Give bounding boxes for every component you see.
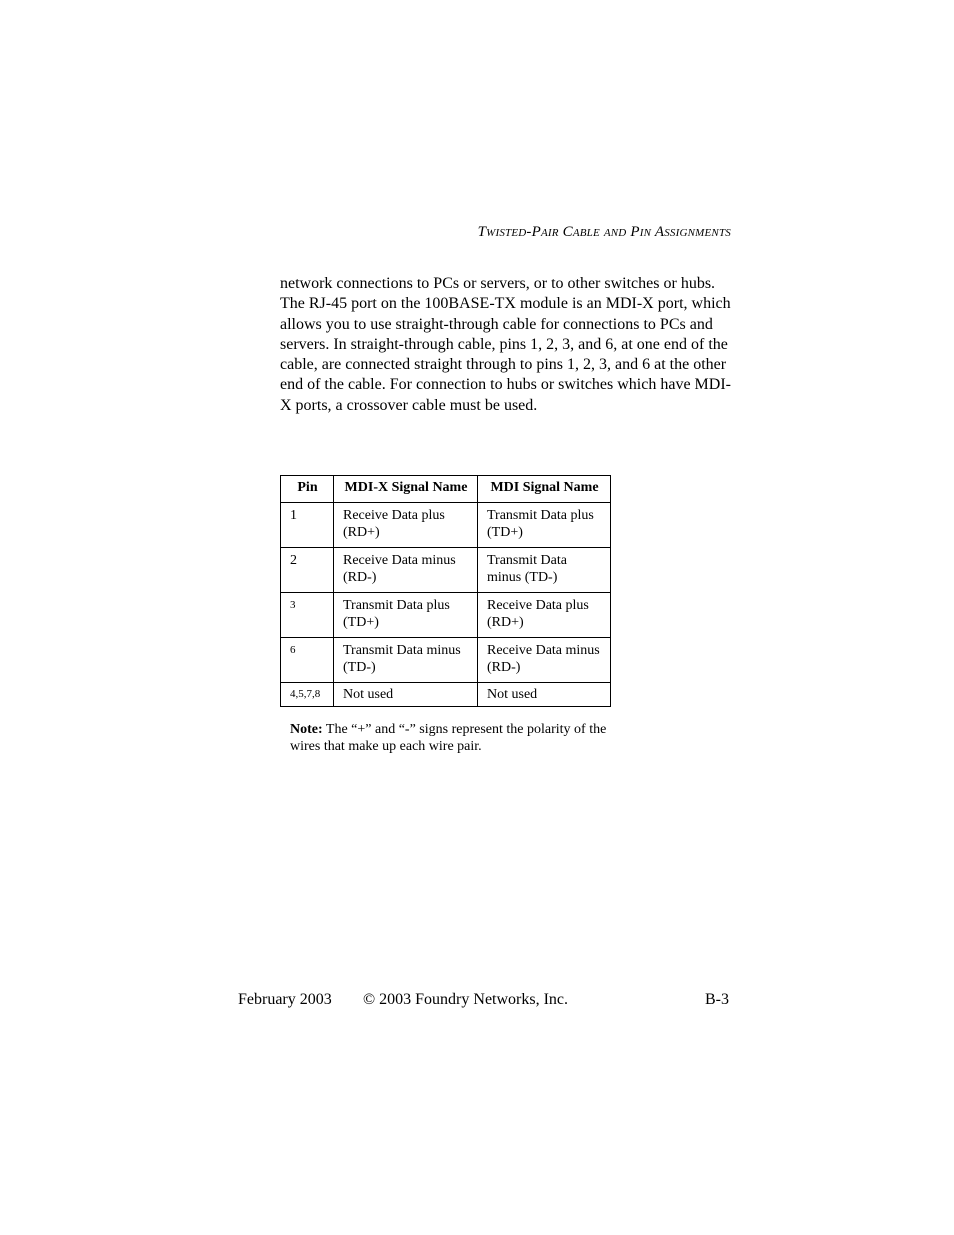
mdix-signal-cell: Receive Data plus (RD+) xyxy=(334,503,478,548)
pin-assignment-table xyxy=(280,475,611,707)
table-row xyxy=(281,593,611,638)
mdix-signal-cell: Receive Data minus (RD-) xyxy=(334,548,478,593)
mdi-signal-cell: Receive Data plus (RD+) xyxy=(478,593,611,638)
mdi-signal-cell: Transmit Data minus (TD-) xyxy=(478,548,611,593)
footer-page-number: B-3 xyxy=(705,991,729,1008)
mdi-signal-cell: Receive Data minus (RD-) xyxy=(478,638,611,683)
pin-cell: 3 xyxy=(281,593,334,638)
pin-cell: 4,5,7,8 xyxy=(281,683,334,707)
mdix-signal-cell: Transmit Data minus (TD-) xyxy=(334,638,478,683)
note-label: Note: xyxy=(290,722,323,737)
note-text: The “+” and “-” signs represent the polarity of the wires that make up each wire pair. xyxy=(290,722,607,754)
table-header-row xyxy=(281,476,611,503)
header-pin: Pin xyxy=(281,476,334,503)
mdi-signal-cell: Transmit Data plus (TD+) xyxy=(478,503,611,548)
mdix-signal-cell: Not used xyxy=(334,683,478,707)
pin-cell: 2 xyxy=(281,548,334,593)
pin-cell: 6 xyxy=(281,638,334,683)
table-note xyxy=(290,721,620,755)
mdix-signal-cell: Transmit Data plus (TD+) xyxy=(334,593,478,638)
pin-cell: 1 xyxy=(281,503,334,548)
mdi-signal-cell: Not used xyxy=(478,683,611,707)
footer-copyright: © 2003 Foundry Networks, Inc. xyxy=(363,991,569,1008)
table-row xyxy=(281,503,611,548)
footer-date: February 2003 xyxy=(238,991,332,1008)
header-mdi-signal-name: MDI Signal Name xyxy=(478,476,611,503)
running-head: Twisted-Pair Cable and Pin Assignments xyxy=(477,224,731,240)
header-mdix-signal-name: MDI-X Signal Name xyxy=(334,476,478,503)
table-row xyxy=(281,638,611,683)
table-row xyxy=(281,548,611,593)
body-paragraph: network connections to PCs or servers, or to other switches or hubs. The RJ-45 port on the 100BASE-TX module is an MDI-X port, which allows you to use straight-through cable for connections to PCs and servers. In straight-through cable, pins 1, 2, 3, and 6, at one end of the cable, are connected straight through to pins 1, 2, 3, and 6 at the other end of the cable. For connection to hubs or switches which have MDI-X ports, a crossover cable must be used. xyxy=(280,275,731,414)
table-row xyxy=(281,683,611,707)
